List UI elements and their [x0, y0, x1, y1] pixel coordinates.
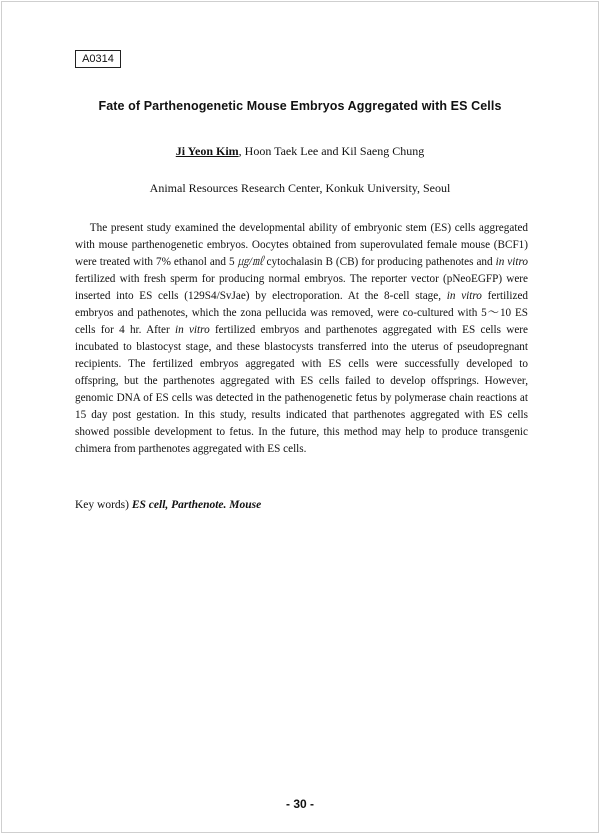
keywords-line [75, 499, 261, 511]
abstract-text-3: fertilized with fresh sperm for producing normal embryos. The reporter vector (pNeoEGFP) were inserted into ES cells (129S4/SvJae) by electroporation. At the 8-cell stage, [75, 273, 528, 302]
concentration-unit: ㎍/㎖ [237, 256, 264, 268]
affiliation: Animal Resources Research Center, Konkuk University, Seoul [149, 181, 451, 195]
in-vitro-term: in vitro [174, 324, 210, 336]
keywords-terms: ES cell, Parthenote. Mouse [131, 499, 262, 511]
abstract-text-4: fertilized embryos and pathenotes, which the zona pellucida was removed, were co-cultured with 5～10 ES cells for 4 hr. After [75, 290, 529, 336]
abstract-text-2: cytochalasin B (CB) for producing pathenotes and [263, 256, 496, 268]
abstract-code-box: A0314 [75, 50, 121, 68]
in-vitro-term: in vitro [495, 256, 529, 268]
co-authors: , Hoon Taek Lee and Kil Saeng Chung [238, 144, 425, 158]
author-line [60, 144, 540, 159]
keywords-label: Key words) [75, 499, 129, 511]
lead-author: Ji Yeon Kim [175, 144, 239, 158]
abstract-text-5: fertilized embryos and parthenotes aggregated with ES cells were incubated to blastocyst stage, and these blastocysts transferred into the uterus of pseudopregnant recipients. The fertilized embryos aggregated with ES cells were successfully developed to offspring, but the parthenotes aggregated with ES cells failed to develop offsprings. However, genomic DNA of ES cells was detected in the pathenogenetic fetus by polymerase chain reactions at 15 day post gestation. In this study, results indicated that parthenotes aggregated with ES cells showed possible development to fetus. In the future, this method may help to produce transgenic chimera from parthenotes aggregated with ES cells. [75, 324, 528, 455]
in-vitro-term: in vitro [446, 290, 482, 302]
page-number: - 30 - [285, 797, 314, 811]
paper-title: Fate of Parthenogenetic Mouse Embryos Aggregated with ES Cells [98, 99, 502, 113]
abstract-body [75, 220, 528, 458]
abstract-text-1: The present study examined the developmental ability of embryonic stem (ES) cells aggregated with mouse parthenogenetic embryos. Oocytes obtained from superovulated female mouse (BCF1) were treated with 7% ethanol and 5 [75, 222, 529, 268]
